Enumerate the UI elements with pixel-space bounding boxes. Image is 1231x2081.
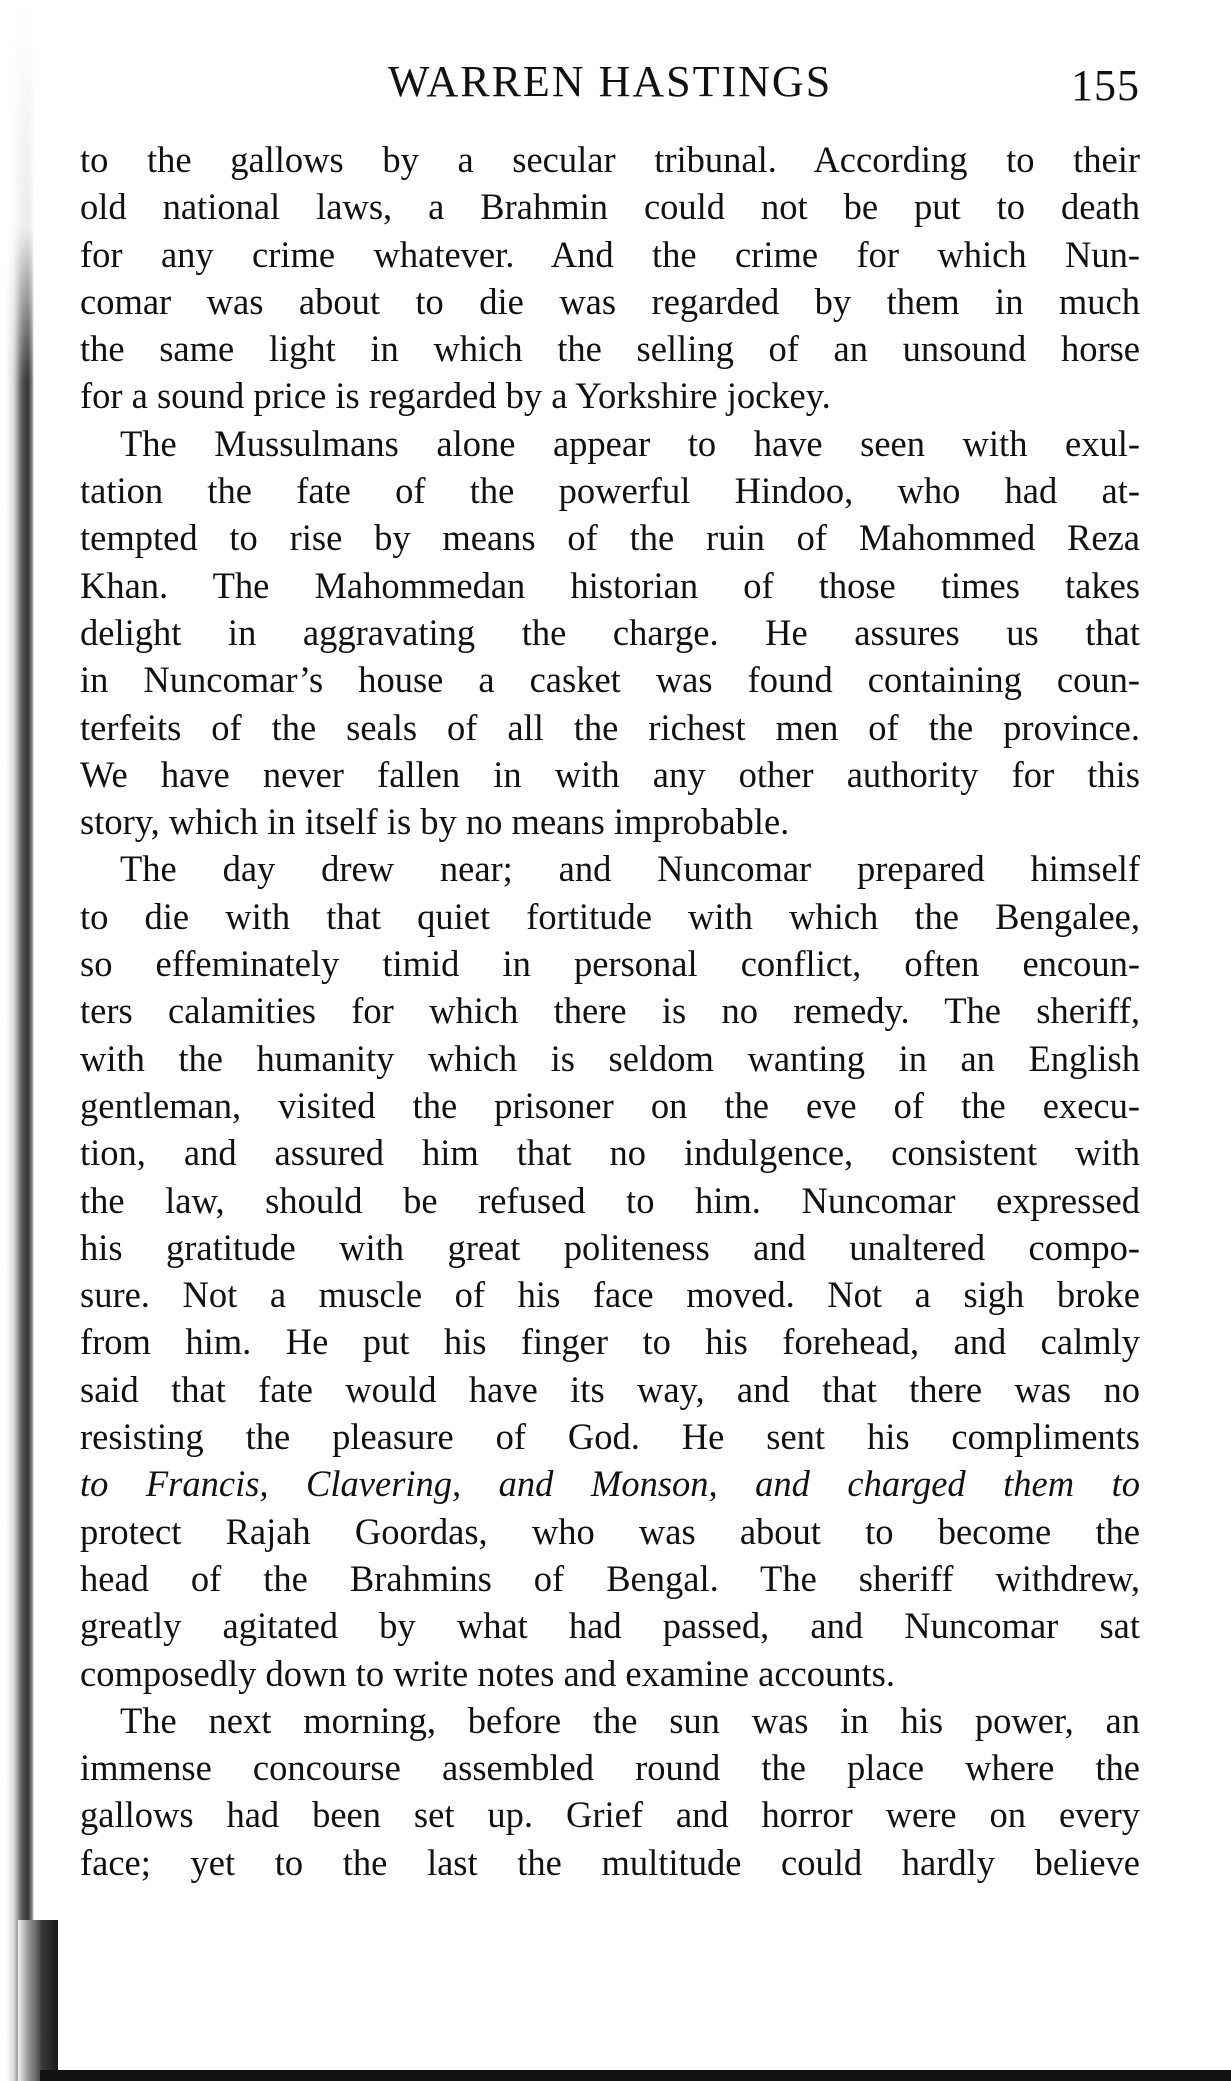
page-header	[80, 52, 1140, 112]
text-line: for any crime whatever. And the crime for which Nun-	[80, 233, 1140, 275]
text-line: greatly agitated by what had passed, and Nuncomar sat	[80, 1605, 1140, 1647]
text-line: from him. He put his finger to his forehead, and calmly	[80, 1321, 1140, 1363]
text-line: ters calamities for which there is no remedy. The sheriff,	[80, 990, 1140, 1032]
text-line: to Francis, Clavering, and Monson, and charged them to	[80, 1463, 1140, 1505]
text-line: comar was about to die was regarded by them in much	[80, 280, 1140, 322]
text-line: tation the fate of the powerful Hindoo, who had at-	[80, 470, 1140, 512]
running-title: WARREN HASTINGS	[387, 57, 833, 106]
text-line: said that fate would have its way, and that there was no	[80, 1368, 1140, 1410]
text-line: resisting the pleasure of God. He sent his compliments	[80, 1416, 1140, 1458]
text-line: The next morning, before the sun was in his power, an	[120, 1699, 1140, 1741]
text-line: The day drew near; and Nuncomar prepared himself	[120, 848, 1140, 890]
text-line: old national laws, a Brahmin could not be put to death	[80, 186, 1140, 228]
body-text	[80, 136, 1140, 1886]
text-line: his gratitude with great politeness and unaltered compo-	[80, 1226, 1140, 1268]
text-line: with the humanity which is seldom wanting in an English	[80, 1037, 1140, 1079]
text-line: for a sound price is regarded by a Yorkshire jockey.	[80, 375, 831, 417]
text-line: delight in aggravating the charge. He assures us that	[80, 611, 1140, 653]
text-line: in Nuncomar’s house a casket was found containing coun-	[80, 659, 1140, 701]
text-line: composedly down to write notes and examine accounts.	[80, 1652, 895, 1694]
text-line: gallows had been set up. Grief and horror were on every	[80, 1794, 1140, 1836]
text-line: to the gallows by a secular tribunal. According to their	[80, 139, 1140, 180]
text-line: story, which in itself is by no means improbable.	[80, 801, 790, 843]
text-line: tion, and assured him that no indulgence, consistent with	[80, 1132, 1140, 1174]
text-line: terfeits of the seals of all the richest men of the province.	[80, 706, 1140, 748]
text-line: gentleman, visited the prisoner on the eve of the execu-	[80, 1084, 1140, 1126]
text-line: head of the Brahmins of Bengal. The sheriff withdrew,	[80, 1557, 1140, 1599]
text-line: face; yet to the last the multitude could hardly believe	[80, 1841, 1140, 1883]
text-line: We have never fallen in with any other authority for this	[80, 753, 1140, 795]
text-line: the same light in which the selling of an unsound horse	[80, 328, 1140, 370]
text-line: protect Rajah Goordas, who was about to become the	[80, 1510, 1140, 1552]
bottom-page-edge	[40, 2070, 1231, 2081]
text-line: The Mussulmans alone appear to have seen with exul-	[120, 422, 1140, 464]
text-line: Khan. The Mahommedan historian of those times takes	[80, 564, 1140, 606]
bottom-corner-shadow	[18, 1920, 58, 2081]
page-number: 155	[1071, 61, 1140, 110]
text-line: tempted to rise by means of the ruin of Mahommed Reza	[80, 517, 1140, 559]
text-line: sure. Not a muscle of his face moved. Not a sigh broke	[80, 1274, 1140, 1316]
text-line: to die with that quiet fortitude with which the Bengalee,	[80, 895, 1140, 937]
text-line: so effeminately timid in personal conflict, often encoun-	[80, 943, 1140, 985]
text-line: the law, should be refused to him. Nuncomar expressed	[80, 1179, 1140, 1221]
text-line: immense concourse assembled round the place where the	[80, 1747, 1140, 1789]
binding-shadow-fade	[0, 0, 34, 380]
